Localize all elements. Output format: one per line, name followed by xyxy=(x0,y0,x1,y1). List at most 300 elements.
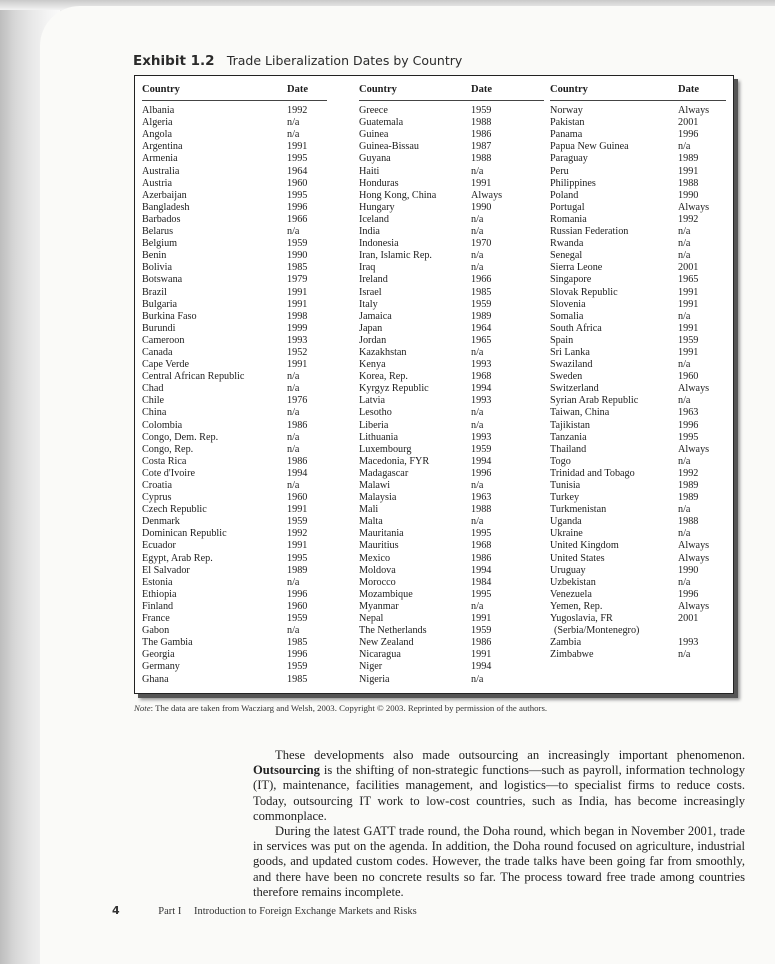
table-row xyxy=(142,613,327,625)
country-cell: Iran, Islamic Rep. xyxy=(359,250,432,262)
date-cell: 1960 xyxy=(678,371,699,383)
country-cell: Benin xyxy=(142,250,167,262)
date-cell: 1968 xyxy=(471,540,492,552)
date-cell: 1991 xyxy=(471,649,492,661)
date-cell: 1994 xyxy=(471,564,492,576)
country-cell: India xyxy=(359,226,380,238)
table-row xyxy=(142,129,327,141)
date-cell: 1995 xyxy=(678,431,699,443)
country-cell: Iceland xyxy=(359,213,389,225)
date-cell: 1991 xyxy=(678,346,699,358)
table-row xyxy=(142,105,327,117)
table-row xyxy=(359,432,544,444)
table-row xyxy=(359,214,544,226)
date-cell: 1991 xyxy=(287,298,308,310)
country-cell: Portugal xyxy=(550,201,585,213)
country-cell: Panama xyxy=(550,129,583,141)
table-row xyxy=(550,540,726,552)
header-country: Country xyxy=(359,84,397,95)
country-cell: Guinea-Bissau xyxy=(359,141,419,153)
date-cell: 1996 xyxy=(287,649,308,661)
table-row xyxy=(359,674,544,686)
date-cell: 1995 xyxy=(287,189,308,201)
table-row xyxy=(142,432,327,444)
date-cell: n/a xyxy=(287,625,300,637)
table-row xyxy=(359,589,544,601)
country-cell: Chile xyxy=(142,395,165,407)
date-cell: 1991 xyxy=(287,359,308,371)
table-row xyxy=(359,613,544,625)
date-cell: n/a xyxy=(287,576,300,588)
table-row xyxy=(359,456,544,468)
country-cell: Somalia xyxy=(550,310,584,322)
table-row xyxy=(142,287,327,299)
table-row xyxy=(359,383,544,395)
table-row xyxy=(359,347,544,359)
date-cell: 1995 xyxy=(471,588,492,600)
date-cell: Always xyxy=(678,600,710,612)
date-cell: 1963 xyxy=(678,407,699,419)
table-row xyxy=(550,444,726,456)
country-cell: Taiwan, China xyxy=(550,407,610,419)
country-cell: Algeria xyxy=(142,117,173,129)
table-row xyxy=(359,287,544,299)
date-cell: 1985 xyxy=(471,286,492,298)
country-cell: Greece xyxy=(359,105,388,117)
table-row xyxy=(142,238,327,250)
country-cell: Burundi xyxy=(142,322,176,334)
date-cell: n/a xyxy=(287,383,300,395)
country-cell: Tunisia xyxy=(550,480,581,491)
country-cell: Honduras xyxy=(359,177,399,189)
date-cell: 1986 xyxy=(471,637,492,649)
date-cell: 1988 xyxy=(471,504,492,516)
table-row xyxy=(550,299,726,311)
date-cell: n/a xyxy=(471,516,484,528)
table-row xyxy=(359,105,544,117)
date-cell: 1994 xyxy=(287,467,308,479)
country-cell: South Africa xyxy=(550,322,602,334)
country-cell: Moldova xyxy=(359,564,396,576)
body-text xyxy=(253,748,745,900)
country-cell: Argentina xyxy=(142,141,183,153)
date-cell: 1993 xyxy=(471,359,492,371)
country-cell: Brazil xyxy=(142,286,167,298)
date-cell: 1999 xyxy=(287,322,308,334)
country-cell: Ukraine xyxy=(550,528,583,540)
table-row xyxy=(550,262,726,274)
table-row xyxy=(359,480,544,492)
country-cell: Syrian Arab Republic xyxy=(550,395,639,407)
table-row xyxy=(142,528,327,540)
date-cell: 1984 xyxy=(471,576,492,588)
date-cell: 1966 xyxy=(471,274,492,286)
country-cell: Latvia xyxy=(359,395,386,407)
country-cell: Egypt, Arab Rep. xyxy=(142,552,213,564)
date-cell: 1991 xyxy=(287,540,308,552)
date-cell: Always xyxy=(471,189,503,201)
date-cell: n/a xyxy=(678,359,691,371)
country-cell: United States xyxy=(550,552,605,564)
table-row xyxy=(142,456,327,468)
date-cell: n/a xyxy=(678,576,691,588)
exhibit-number: Exhibit 1.2 xyxy=(133,53,215,69)
date-cell: n/a xyxy=(678,250,691,262)
country-cell: Cote d'Ivoire xyxy=(142,467,196,479)
date-cell: 1959 xyxy=(471,443,492,455)
table-row xyxy=(142,661,327,673)
date-cell: n/a xyxy=(471,165,484,177)
date-cell: 1995 xyxy=(287,552,308,564)
table-row xyxy=(359,311,544,323)
country-cell: Nepal xyxy=(359,613,384,625)
country-cell: Togo xyxy=(550,455,571,467)
country-cell: Yugoslavia, FR xyxy=(550,613,613,625)
country-cell: Uzbekistan xyxy=(550,576,596,588)
country-cell: Canada xyxy=(142,346,173,358)
country-cell: Turkey xyxy=(550,492,580,504)
country-cell: Ghana xyxy=(142,673,169,685)
date-cell: 1960 xyxy=(287,177,308,189)
date-cell: 1960 xyxy=(287,600,308,612)
table-row xyxy=(359,637,544,649)
date-cell: 1964 xyxy=(471,322,492,334)
date-cell: 1989 xyxy=(678,492,699,504)
table-row xyxy=(359,528,544,540)
country-cell: Germany xyxy=(142,661,180,673)
table-row xyxy=(550,287,726,299)
date-cell: n/a xyxy=(471,226,484,238)
country-cell: Sri Lanka xyxy=(550,346,590,358)
date-cell: 1959 xyxy=(471,105,492,117)
table-row xyxy=(359,323,544,335)
table-row xyxy=(142,577,327,589)
date-cell: 1988 xyxy=(471,117,492,129)
table-row xyxy=(550,166,726,178)
table-row xyxy=(550,202,726,214)
country-cell: Lesotho xyxy=(359,407,392,419)
country-cell: Hong Kong, China xyxy=(359,189,437,201)
table-row xyxy=(359,117,544,129)
country-cell: Thailand xyxy=(550,443,587,455)
date-cell: 1993 xyxy=(471,395,492,407)
country-cell: El Salvador xyxy=(142,564,190,576)
date-cell: 1959 xyxy=(471,298,492,310)
table-row xyxy=(550,528,726,540)
country-cell: Senegal xyxy=(550,250,583,262)
date-cell: n/a xyxy=(678,238,691,250)
term-outsourcing: Outsourcing xyxy=(253,763,320,778)
date-cell: 1996 xyxy=(287,588,308,600)
table-row xyxy=(359,299,544,311)
country-cell: Korea, Rep. xyxy=(359,371,408,383)
table-row xyxy=(142,504,327,516)
date-cell: 1965 xyxy=(471,334,492,346)
table-row xyxy=(142,589,327,601)
date-cell: n/a xyxy=(678,528,691,540)
country-cell: Malta xyxy=(359,516,383,528)
table-row xyxy=(142,274,327,286)
table-row xyxy=(142,311,327,323)
country-cell: Uruguay xyxy=(550,564,586,576)
country-cell: Finland xyxy=(142,600,174,612)
country-cell: Spain xyxy=(550,334,574,346)
date-cell: Always xyxy=(678,540,710,552)
country-cell: Rwanda xyxy=(550,238,584,250)
date-cell: Always xyxy=(678,105,710,117)
country-cell: Kenya xyxy=(359,359,386,371)
table-row xyxy=(142,371,327,383)
date-cell: 1963 xyxy=(471,492,492,504)
date-cell: n/a xyxy=(471,407,484,419)
table-row xyxy=(142,492,327,504)
date-cell: n/a xyxy=(678,226,691,238)
country-cell: Uganda xyxy=(550,516,582,528)
table-row xyxy=(550,250,726,262)
date-cell: n/a xyxy=(471,213,484,225)
date-cell: 1986 xyxy=(287,419,308,431)
country-cell: Hungary xyxy=(359,201,395,213)
header-date: Date xyxy=(471,84,492,95)
date-cell: 1988 xyxy=(678,516,699,528)
table-row xyxy=(142,601,327,613)
date-cell: 1992 xyxy=(678,467,699,479)
table-row xyxy=(359,601,544,613)
country-cell: Czech Republic xyxy=(142,504,207,516)
country-cell: The Netherlands xyxy=(359,625,427,637)
country-cell: Austria xyxy=(142,177,172,189)
date-cell: 1986 xyxy=(471,129,492,141)
country-cell: Kyrgyz Republic xyxy=(359,383,429,395)
table-row xyxy=(142,649,327,661)
table-row xyxy=(359,202,544,214)
country-cell: (Serbia/Montenegro) xyxy=(554,625,640,637)
date-cell: 1990 xyxy=(678,564,699,576)
country-cell: Congo, Rep. xyxy=(142,443,194,455)
country-cell: Australia xyxy=(142,165,180,177)
table-row xyxy=(142,323,327,335)
header-date: Date xyxy=(287,84,308,95)
table-row xyxy=(550,371,726,383)
table-row xyxy=(359,166,544,178)
country-cell: Pakistan xyxy=(550,117,585,129)
country-cell: Romania xyxy=(550,213,587,225)
table-row xyxy=(359,250,544,262)
date-cell: n/a xyxy=(471,600,484,612)
table-row xyxy=(142,637,327,649)
table-row xyxy=(142,674,327,686)
country-cell: Nigeria xyxy=(359,673,390,685)
date-cell: 2001 xyxy=(678,262,699,274)
table-row xyxy=(142,190,327,202)
date-cell: 1991 xyxy=(287,286,308,298)
date-cell: n/a xyxy=(287,129,300,141)
country-cell: Belgium xyxy=(142,238,178,250)
table-row xyxy=(359,468,544,480)
table-row xyxy=(142,444,327,456)
country-cell: Niger xyxy=(359,661,383,673)
date-cell: 1990 xyxy=(678,189,699,201)
exhibit-name: Trade Liberalization Dates by Country xyxy=(226,53,463,68)
table-row xyxy=(550,504,726,516)
note-text: : The data are taken from Wacziarg and Welsh, 2003. Copyright © 2003. Reprinted by permission of the authors. xyxy=(150,703,548,713)
table-row xyxy=(550,492,726,504)
table-column-1 xyxy=(142,84,327,686)
table-row xyxy=(550,565,726,577)
country-cell: Jamaica xyxy=(359,310,392,322)
country-cell: Iraq xyxy=(359,262,376,274)
table-row xyxy=(142,335,327,347)
country-cell: Philippines xyxy=(550,177,596,189)
table-row xyxy=(142,347,327,359)
country-cell: Norway xyxy=(550,105,583,117)
country-cell: Mexico xyxy=(359,552,391,564)
country-cell: Luxembourg xyxy=(359,443,412,455)
table-row xyxy=(142,540,327,552)
date-cell: n/a xyxy=(471,262,484,274)
country-cell: Barbados xyxy=(142,213,181,225)
country-cell: Turkmenistan xyxy=(550,504,607,516)
country-cell: Liberia xyxy=(359,419,389,431)
date-cell: 1960 xyxy=(287,492,308,504)
country-cell: Georgia xyxy=(142,649,175,661)
country-cell: Venezuela xyxy=(550,588,592,600)
table-note xyxy=(134,703,547,713)
table-row xyxy=(142,383,327,395)
table-row xyxy=(359,420,544,432)
page-number: 4 xyxy=(112,904,120,917)
date-cell: n/a xyxy=(287,371,300,383)
date-cell: n/a xyxy=(678,649,691,661)
date-cell: 1991 xyxy=(678,298,699,310)
country-cell: Guatemala xyxy=(359,117,404,129)
table-row xyxy=(550,480,726,492)
date-cell: 1995 xyxy=(287,153,308,165)
country-cell: Singapore xyxy=(550,274,592,286)
table-row xyxy=(550,359,726,371)
exhibit-title xyxy=(133,53,462,69)
date-cell: n/a xyxy=(471,346,484,358)
date-cell: 1952 xyxy=(287,346,308,358)
table-row xyxy=(550,129,726,141)
country-cell: Zimbabwe xyxy=(550,649,594,661)
country-cell: Papua New Guinea xyxy=(550,141,629,153)
country-cell: Malaysia xyxy=(359,492,397,504)
table-row xyxy=(142,262,327,274)
country-cell: Malawi xyxy=(359,480,391,491)
country-cell: China xyxy=(142,407,167,419)
table-row xyxy=(142,625,327,637)
table-row xyxy=(359,516,544,528)
date-cell: 1995 xyxy=(471,528,492,540)
country-cell: Bangladesh xyxy=(142,201,190,213)
date-cell: 1994 xyxy=(471,383,492,395)
date-cell: Always xyxy=(678,201,710,213)
country-cell: Dominican Republic xyxy=(142,528,227,540)
country-cell: Central African Republic xyxy=(142,371,245,383)
country-cell: Morocco xyxy=(359,576,396,588)
table-row xyxy=(142,420,327,432)
table-row xyxy=(359,649,544,661)
date-cell: 1986 xyxy=(287,455,308,467)
table-row xyxy=(142,468,327,480)
date-cell: 1989 xyxy=(287,564,308,576)
date-cell: n/a xyxy=(287,431,300,443)
date-cell: n/a xyxy=(471,250,484,262)
country-cell: Nicaragua xyxy=(359,649,401,661)
table-row xyxy=(142,141,327,153)
table-row xyxy=(550,347,726,359)
country-cell: Cape Verde xyxy=(142,359,190,371)
date-cell: 1976 xyxy=(287,395,308,407)
date-cell: 1988 xyxy=(678,177,699,189)
date-cell: 1993 xyxy=(287,334,308,346)
table-row xyxy=(359,141,544,153)
date-cell: 1966 xyxy=(287,213,308,225)
country-cell: Peru xyxy=(550,165,569,177)
date-cell: n/a xyxy=(287,226,300,238)
date-cell: n/a xyxy=(678,504,691,516)
date-cell: 1994 xyxy=(471,661,492,673)
trade-liberalization-table xyxy=(134,75,734,694)
table-row xyxy=(142,250,327,262)
date-cell: 1985 xyxy=(287,637,308,649)
table-row xyxy=(550,311,726,323)
country-cell: Italy xyxy=(359,298,378,310)
table-row xyxy=(142,553,327,565)
date-cell: 1985 xyxy=(287,673,308,685)
country-cell: Paraguay xyxy=(550,153,588,165)
date-cell: 1989 xyxy=(678,480,699,491)
country-cell: Japan xyxy=(359,322,383,334)
table-header-row xyxy=(142,84,327,101)
table-row xyxy=(550,383,726,395)
part-label: Part I xyxy=(158,906,182,917)
table-row xyxy=(142,516,327,528)
date-cell: n/a xyxy=(678,455,691,467)
table-row xyxy=(359,492,544,504)
table-row xyxy=(359,444,544,456)
country-cell: Bolivia xyxy=(142,262,172,274)
date-cell: 1959 xyxy=(287,661,308,673)
date-cell: 1996 xyxy=(287,201,308,213)
date-cell: 1987 xyxy=(471,141,492,153)
country-cell: Indonesia xyxy=(359,238,399,250)
table-row xyxy=(550,589,726,601)
table-row xyxy=(142,214,327,226)
table-row xyxy=(550,577,726,589)
table-row xyxy=(550,141,726,153)
table-row xyxy=(359,553,544,565)
country-cell: Colombia xyxy=(142,419,183,431)
table-column-2 xyxy=(359,84,544,686)
date-cell: 1959 xyxy=(471,625,492,637)
table-row xyxy=(550,516,726,528)
table-row xyxy=(550,238,726,250)
date-cell: n/a xyxy=(287,117,300,129)
table-row xyxy=(550,625,726,637)
table-row xyxy=(359,395,544,407)
country-cell: Mali xyxy=(359,504,379,516)
country-cell: Switzerland xyxy=(550,383,599,395)
country-cell: Congo, Dem. Rep. xyxy=(142,431,219,443)
table-row xyxy=(550,649,726,661)
date-cell: n/a xyxy=(471,419,484,431)
date-cell: n/a xyxy=(678,395,691,407)
table-row xyxy=(359,661,544,673)
date-cell: 1964 xyxy=(287,165,308,177)
country-cell: Angola xyxy=(142,129,172,141)
